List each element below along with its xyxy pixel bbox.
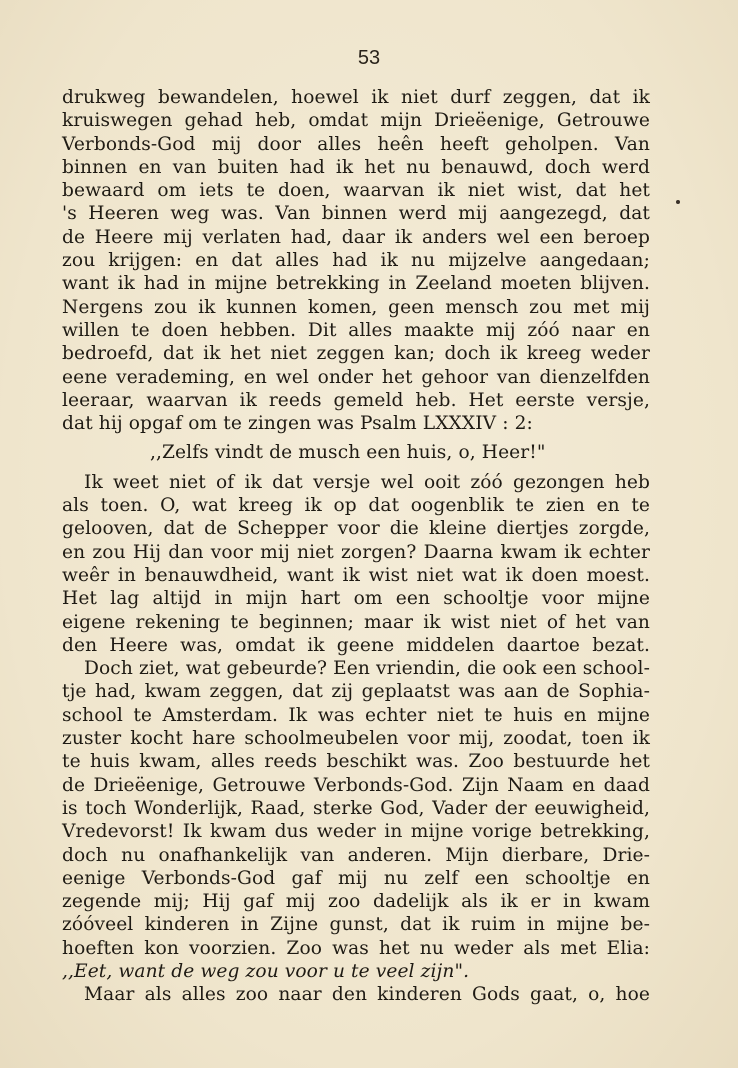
text-line: bedroefd, dat ik het niet zeggen kan; doch ik kreeg weder — [62, 343, 650, 365]
body-text — [62, 86, 650, 1007]
text-line: Ik weet niet of ik dat versje wel ooit zóó gezongen heb — [84, 471, 650, 493]
psalm-quote: ,,Zelfs vindt de musch een huis, o, Heer!" — [150, 442, 546, 464]
text-line: tje had, kwam zeggen, dat zij geplaatst was aan de Sophia- — [62, 681, 650, 703]
text-line: zegende mij; Hij gaf mij zoo dadelijk als ik er in kwam — [62, 891, 650, 913]
text-line: kruiswegen gehad heb, omdat mijn Drieëenige, Getrouwe — [62, 110, 650, 132]
text-line: Verbonds-God mij door alles heên heeft geholpen. Van — [62, 133, 650, 155]
ink-speck — [676, 200, 680, 204]
text-line: te huis kwam, alles reeds beschikt was. Zoo bestuurde het — [62, 751, 650, 773]
text-line: den Heere was, omdat ik geene middelen daartoe bezat. — [62, 634, 650, 656]
text-line: want ik had in mijne betrekking in Zeeland moeten blijven. — [62, 273, 650, 295]
text-line: dat hij opgaf om te zingen was Psalm LXXXIV : 2: — [62, 413, 533, 435]
text-line: zóóveel kinderen in Zijne gunst, dat ik ruim in mijne be- — [62, 914, 650, 936]
text-line: gelooven, dat de Schepper voor die kleine diertjes zorgde, — [62, 518, 650, 540]
text-line: Doch ziet, wat gebeurde? Een vriendin, die ook een school- — [84, 658, 650, 680]
elia-quote: ,,Eet, want de weg zou voor u te veel zijn". — [62, 960, 470, 982]
text-line: school te Amsterdam. Ik was echter niet te huis en mijne — [62, 704, 650, 726]
page-number: 53 — [357, 47, 381, 69]
text-line: hoeften kon voorzien. Zoo was het nu weder als met Elia: — [62, 937, 650, 959]
text-line: zuster kocht hare schoolmeubelen voor mij, zoodat, toen ik — [62, 728, 650, 750]
text-line: eigene rekening te beginnen; maar ik wist niet of het van — [62, 611, 650, 633]
text-line: is toch Wonderlijk, Raad, sterke God, Vader der eeuwigheid, — [62, 797, 650, 819]
text-line: de Drieëenige, Getrouwe Verbonds-God. Zijn Naam en daad — [62, 774, 650, 796]
text-line: eenige Verbonds-God gaf mij nu zelf een schooltje en — [62, 867, 650, 889]
text-line: drukweg bewandelen, hoewel ik niet durf zeggen, dat ik — [62, 87, 650, 108]
text-line: eene verademing, en wel onder het gehoor van dienzelfden — [62, 366, 650, 388]
text-line: zou krijgen: en dat alles had ik nu mijzelve aangedaan; — [62, 250, 650, 272]
text-line: willen te doen hebben. Dit alles maakte mij zóó naar en — [62, 319, 650, 341]
text-line: 's Heeren weg was. Van binnen werd mij aangezegd, dat — [62, 203, 650, 225]
text-line: bewaard om iets te doen, waarvan ik niet wist, dat het — [62, 180, 650, 202]
text-line: Vredevorst! Ik kwam dus weder in mijne vorige betrekking, — [62, 821, 650, 843]
text-line: en zou Hij dan voor mij niet zorgen? Daarna kwam ik echter — [62, 541, 650, 563]
text-line: doch nu onafhankelijk van anderen. Mijn dierbare, Drie- — [62, 844, 650, 866]
text-line: Nergens zou ik kunnen komen, geen mensch zou met mij — [62, 296, 650, 318]
text-line: binnen en van buiten had ik het nu benauwd, doch werd — [62, 156, 650, 178]
text-line: leeraar, waarvan ik reeds gemeld heb. Het eerste versje, — [62, 389, 650, 411]
text-line: weêr in benauwdheid, want ik wist niet wat ik doen moest. — [62, 564, 650, 586]
text-line: als toen. O, wat kreeg ik op dat oogenblik te zien en te — [62, 495, 650, 517]
text-line: Het lag altijd in mijn hart om een schooltje voor mijne — [62, 588, 650, 610]
text-line: de Heere mij verlaten had, daar ik anders wel een beroep — [62, 226, 650, 248]
text-line: Maar als alles zoo naar den kinderen Gods gaat, o, hoe — [84, 984, 650, 1006]
